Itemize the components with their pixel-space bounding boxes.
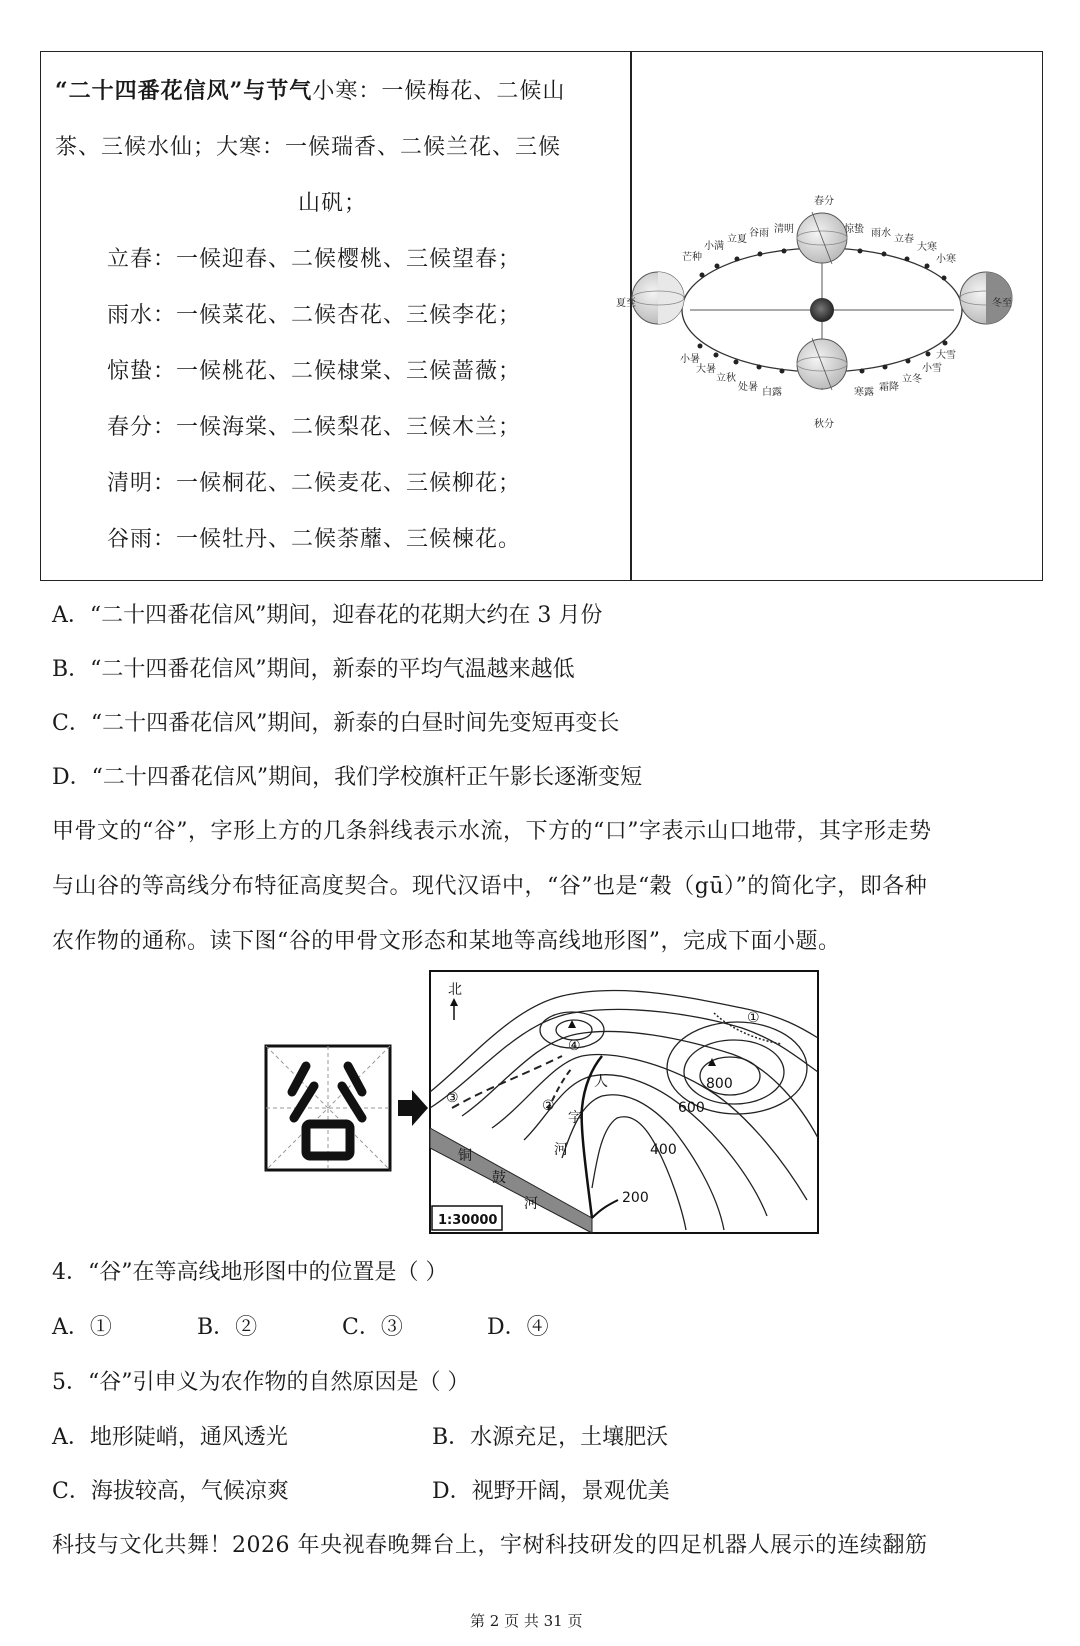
label-xiazhi: 夏至 [616, 298, 636, 309]
page-footer: 第 2 页 共 31 页 [470, 1612, 583, 1630]
label-jingzhe: 惊蛰 [844, 224, 864, 235]
renzi-label-ren: 人 [594, 1074, 608, 1090]
q5-option-b: B．水源充足，土壤肥沃 [432, 1425, 669, 1450]
table-intro-line-2: 茶、三候水仙；大寒：一候瑞香、二候兰花、三候 [55, 135, 562, 160]
marker-4: ④ [568, 1038, 581, 1054]
passage-line: 与山谷的等高线分布特征高度契合。现代汉语中，“谷”也是“穀（gū）”的简化字，即各种 [52, 874, 928, 899]
river-label-gu: 鼓 [492, 1170, 506, 1186]
passage-line: 甲骨文的“谷”，字形上方的几条斜线表示水流，下方的“口”字表示山口地带，其字形走势 [52, 819, 932, 844]
label-lidong: 立冬 [902, 374, 922, 385]
label-shuangjiang: 霜降 [879, 382, 899, 393]
solar-term-line: 雨水：一候菜花、二候杏花、三候李花； [107, 303, 522, 328]
q4-option-b: B．② [197, 1315, 258, 1340]
q5-option-a: A．地形陡峭，通风透光 [52, 1425, 288, 1450]
elev-200: 200 [622, 1190, 649, 1206]
label-liqiu: 立秋 [716, 373, 736, 384]
q3-option-a: A．“二十四番花信风”期间，迎春花的花期大约在 3 月份 [52, 603, 603, 628]
table-intro-rest: 小寒：一候梅花、二候山 [312, 79, 566, 104]
oracle-character-box [266, 1046, 390, 1170]
label-lixia: 立夏 [727, 234, 747, 245]
solar-term-line: 清明：一候桐花、二候麦花、三候柳花； [107, 471, 522, 496]
q3-option-d: D．“二十四番花信风”期间，我们学校旗杆正午影长逐渐变短 [52, 765, 643, 790]
sun-icon [810, 298, 834, 322]
label-lichun: 立春 [894, 234, 914, 245]
river-label-he: 河 [524, 1196, 538, 1212]
elev-800: 800 [706, 1076, 733, 1092]
river-label-tong: 铜 [458, 1148, 472, 1164]
q5-option-c: C．海拔较高，气候凉爽 [52, 1479, 289, 1504]
q4-option-d: D．④ [487, 1315, 549, 1340]
elev-400: 400 [650, 1142, 677, 1158]
solar-term-line: 立春：一候迎春、二候樱桃、三候望春； [107, 247, 522, 272]
q4-option-a: A．① [52, 1315, 112, 1340]
label-qiufen: 秋分 [814, 419, 834, 430]
label-xiaoman: 小满 [704, 241, 724, 252]
renzi-label-he: 河 [554, 1142, 568, 1158]
label-dongzhi: 冬至 [992, 298, 1012, 309]
q4-stem: 4．“谷”在等高线地形图中的位置是（ ） [52, 1260, 448, 1285]
marker-3: ③ [446, 1090, 459, 1106]
label-dashu: 大暑 [696, 364, 716, 375]
north-label: 北 [448, 982, 462, 998]
solar-term-line: 惊蛰：一候桃花、二候棣棠、三候蔷薇； [107, 359, 522, 384]
renzi-label-zi: 字 [568, 1110, 582, 1126]
label-xiaoshu: 小暑 [680, 354, 700, 365]
q3-option-c: C．“二十四番花信风”期间，新泰的白昼时间先变短再变长 [52, 711, 620, 736]
valley-figure [262, 968, 822, 1238]
solar-term-line: 谷雨：一候牡丹、二候荼蘼、三候楝花。 [107, 527, 522, 552]
elev-600: 600 [678, 1100, 705, 1116]
label-mangzhong: 芒种 [682, 252, 702, 263]
earth-qiufen-icon [797, 338, 847, 390]
label-qingming: 清明 [774, 224, 794, 235]
q5-stem: 5．“谷”引申义为农作物的自然原因是（ ） [52, 1370, 470, 1395]
passage-next-line: 科技与文化共舞！2026 年央视春晚舞台上，宇树科技研发的四足机器人展示的连续翻筋 [52, 1533, 928, 1558]
earth-xiazhi-icon [632, 272, 684, 324]
label-chunfen: 春分 [814, 196, 834, 207]
table-intro-line-1 [55, 74, 565, 105]
label-bailu: 白露 [762, 387, 782, 398]
label-yushui: 雨水 [871, 228, 891, 239]
label-xiaoxue: 小雪 [922, 363, 942, 374]
q4-option-c: C．③ [342, 1315, 403, 1340]
earth-chunfen-icon [797, 212, 847, 264]
earth-orbit-diagram [616, 190, 1012, 450]
label-dahan: 大寒 [917, 242, 937, 253]
label-xiaohan: 小寒 [936, 254, 956, 265]
table-intro-line-3: 山矾； [298, 191, 368, 216]
label-chushu: 处暑 [738, 382, 758, 393]
q5-option-d: D．视野开阔，景观优美 [432, 1479, 670, 1504]
scale-label: 1:30000 [438, 1213, 498, 1228]
label-guyu: 谷雨 [749, 228, 769, 239]
label-daxue: 大雪 [936, 350, 956, 361]
passage-line: 农作物的通称。读下图“谷的甲骨文形态和某地等高线地形图”，完成下面小题。 [52, 929, 841, 954]
marker-1: ① [747, 1010, 760, 1026]
table-intro-bold: “二十四番花信风”与节气 [55, 78, 313, 104]
marker-2: ② [542, 1098, 555, 1114]
solar-term-line: 春分：一候海棠、二候梨花、三候木兰； [107, 415, 522, 440]
label-hanlu: 寒露 [854, 387, 874, 398]
arrow-icon [398, 1090, 428, 1126]
q3-option-b: B．“二十四番花信风”期间，新泰的平均气温越来越低 [52, 657, 575, 682]
